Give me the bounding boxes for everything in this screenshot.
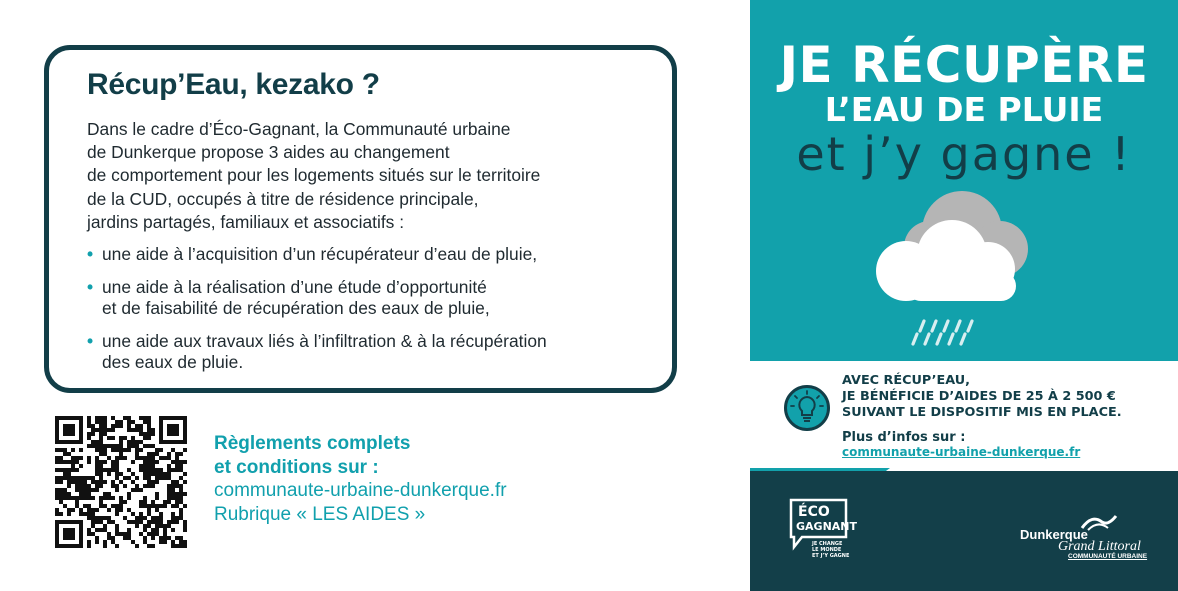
rules-line: et conditions sur : bbox=[214, 456, 379, 478]
rules-url-link[interactable]: communaute-urbaine-dunkerque.fr bbox=[214, 480, 507, 501]
intro-line: de comportement pour les logements situés sur le territoire bbox=[87, 165, 541, 186]
band-text bbox=[842, 373, 1122, 421]
band-line: AVEC RÉCUP’EAU, bbox=[842, 373, 971, 388]
bullet-icon: • bbox=[87, 331, 94, 352]
intro-line: de la CUD, occupés à titre de résidence principale, bbox=[87, 188, 479, 209]
hero-subtitle: L’EAU DE PLUIE bbox=[824, 90, 1104, 129]
bullet-icon: • bbox=[87, 277, 94, 298]
info-box bbox=[44, 45, 677, 393]
eco-line2: GAGNANT bbox=[796, 520, 857, 533]
rules-section: Rubrique « LES AIDES » bbox=[214, 503, 426, 525]
eco-gagnant-logo bbox=[788, 497, 860, 561]
eco-tag: ET J’Y GAGNE bbox=[812, 553, 850, 559]
aid-line: des eaux de pluie. bbox=[102, 352, 244, 373]
aid-list bbox=[87, 244, 642, 373]
hero-tagline: et j’y gagne ! bbox=[796, 127, 1132, 181]
lightbulb-icon bbox=[784, 385, 830, 431]
aid-line: une aide à l’acquisition d’un récupérateur d’eau de pluie, bbox=[102, 244, 538, 265]
aid-line: une aide aux travaux liés à l’infiltration & à la récupération bbox=[102, 331, 547, 352]
bullet-icon: • bbox=[87, 244, 94, 265]
eco-line1: ÉCO bbox=[798, 504, 830, 520]
info-title: Récup’Eau, kezako ? bbox=[87, 68, 380, 101]
rules-block bbox=[214, 432, 507, 526]
aid-band bbox=[750, 361, 1178, 471]
eco-tag: LE MONDE bbox=[812, 547, 842, 553]
info-intro bbox=[87, 118, 642, 234]
intro-line: jardins partagés, familiaux et associatifs : bbox=[87, 211, 405, 232]
aid-line: et de faisabilité de récupération des eaux de pluie, bbox=[102, 298, 490, 319]
rain-cloud-icon bbox=[870, 185, 1040, 350]
hero bbox=[750, 0, 1178, 361]
intro-line: Dans le cadre d’Éco-Gagnant, la Communauté urbaine bbox=[87, 119, 511, 139]
dunkerque-logo-tag: COMMUNAUTÉ URBAINE bbox=[1068, 553, 1148, 560]
aid-item bbox=[87, 331, 642, 373]
band-line: SUIVANT LE DISPOSITIF MIS EN PLACE. bbox=[842, 405, 1122, 420]
band-line: JE BÉNÉFICIE D’AIDES DE 25 À 2 500 € bbox=[842, 389, 1116, 404]
dunkerque-logo-sub: Grand Littoral bbox=[1058, 539, 1141, 554]
qr-code-icon[interactable] bbox=[55, 416, 187, 548]
eco-tag: JE CHANGE bbox=[812, 541, 843, 547]
more-info-link[interactable]: communaute-urbaine-dunkerque.fr bbox=[842, 445, 1081, 459]
aid-line: une aide à la réalisation d’une étude d’opportunité bbox=[102, 277, 487, 298]
aid-item bbox=[87, 277, 642, 319]
more-info-label: Plus d’infos sur : bbox=[842, 430, 966, 445]
dunkerque-logo-name: Dunkerque bbox=[1020, 527, 1088, 542]
rules-line: Règlements complets bbox=[214, 433, 411, 454]
intro-line: de Dunkerque propose 3 aides au changement bbox=[87, 142, 450, 163]
aid-item bbox=[87, 244, 642, 265]
hero-title: JE RÉCUPÈRE bbox=[779, 36, 1149, 94]
